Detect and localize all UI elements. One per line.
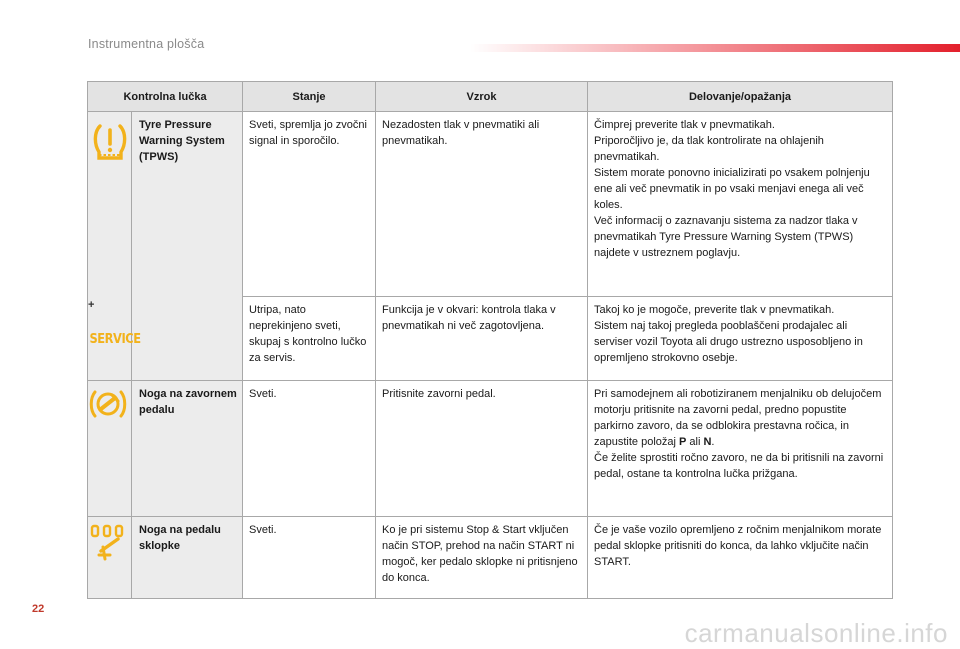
table-row: [88, 112, 893, 297]
tpws-icon-cell: [88, 112, 141, 381]
text-line: Priporočljivo je, da tlak kontrolirate na ohlajenih pnevmatikah.: [594, 135, 824, 163]
tpws-vzrok-a: Nezadosten tlak v pnevmatiki ali pnevmatikah.: [376, 112, 588, 297]
tpws-vzrok-b: Funkcija je v okvari: kontrola tlaka v pnevmatikah ni več zagotovljena.: [376, 296, 588, 380]
tyre-pressure-warning-icon: [93, 122, 127, 162]
text-line: [594, 386, 886, 450]
table-row: [88, 517, 893, 599]
warning-lights-table: [87, 81, 893, 599]
table-header-row: [88, 82, 893, 112]
text-line: Več informacij o zaznavanju sistema za nadzor tlaka v pnevmatikah Tyre Pressure Warning System (TPWS) najdete v ustreznem poglavju.: [594, 215, 858, 259]
text-segment: Pri samodejnem ali robotiziranem menjalniku ob delujočem motorju pritisnite na zavorni pedal, predno popustite parkirno zavoro, da se odblokira prestavna ročica, in zapustite položaj: [594, 388, 882, 448]
plus-sign: +: [88, 299, 95, 311]
clutch-pedal-icon: [88, 523, 126, 563]
gear-p-label: P: [679, 436, 687, 448]
clutch-vzrok: Ko je pri sistemu Stop & Start vključen način STOP, prehod na način START ni mogoč, ker pedalo sklopke ni pritisnjeno do konca.: [376, 517, 588, 599]
text-line: Sistem morate ponovno inicializirati po vsakem polnjenju ene ali več pnevmatik in po vsaki menjavi enega ali več koles.: [594, 167, 870, 211]
tpws-delovanje-a: [588, 112, 893, 297]
brake-name: Noga na zavornem pedalu: [132, 381, 243, 517]
header-accent-bar: [470, 44, 960, 52]
brake-pedal-icon: [88, 387, 128, 421]
text-segment: ali: [686, 436, 704, 448]
header-delovanje: Delovanje/opažanja: [588, 82, 893, 112]
text-line: Sistem naj takoj pregleda pooblaščeni prodajalec ali serviser vozil Toyota ali drugo ustrezno usposobljeno in opremljeno strokovno osebje.: [594, 319, 863, 364]
text-line: Če želite sprostiti ročno zavoro, ne da bi pritisnili na zavorni pedal, ostane ta kontrolna lučka prižgana.: [594, 452, 884, 480]
header-vzrok: Vzrok: [376, 82, 588, 112]
clutch-delovanje: Če je vaše vozilo opremljeno z ročnim menjalnikom morate pedal sklopke pritisniti do konca, da lahko vključite način START.: [588, 517, 893, 599]
brake-icon-cell: [88, 381, 132, 517]
brake-stanje: Sveti.: [243, 381, 376, 517]
text-segment: .: [711, 436, 715, 448]
tpws-stanje-a: Sveti, spremlja jo zvočni signal in sporočilo.: [243, 112, 376, 297]
clutch-name: Noga na pedalu sklopke: [132, 517, 243, 599]
table-row: [88, 381, 893, 517]
service-warning-icon: SERVICE: [89, 332, 141, 347]
header-stanje: Stanje: [243, 82, 376, 112]
watermark: carmanualsonline.info: [684, 618, 948, 648]
page-number: 22: [32, 603, 45, 615]
clutch-icon-cell: [88, 517, 132, 599]
tpws-delovanje-b: [588, 296, 893, 380]
clutch-stanje: Sveti.: [243, 517, 376, 599]
gear-n-label: N: [703, 436, 712, 448]
brake-vzrok: Pritisnite zavorni pedal.: [376, 381, 588, 517]
tpws-name: Tyre Pressure Warning System (TPWS): [132, 112, 243, 381]
section-title: Instrumentna plošča: [88, 37, 205, 51]
text-line: Čimprej preverite tlak v pnevmatikah.: [594, 119, 775, 131]
tpws-stanje-b: Utripa, nato neprekinjeno sveti, skupaj s kontrolno lučko za servis.: [243, 296, 376, 380]
header-kontrolna-lucka: Kontrolna lučka: [88, 82, 243, 112]
text-line: Takoj ko je mogoče, preverite tlak v pnevmatikah.: [594, 303, 835, 316]
brake-delovanje: [588, 381, 893, 517]
